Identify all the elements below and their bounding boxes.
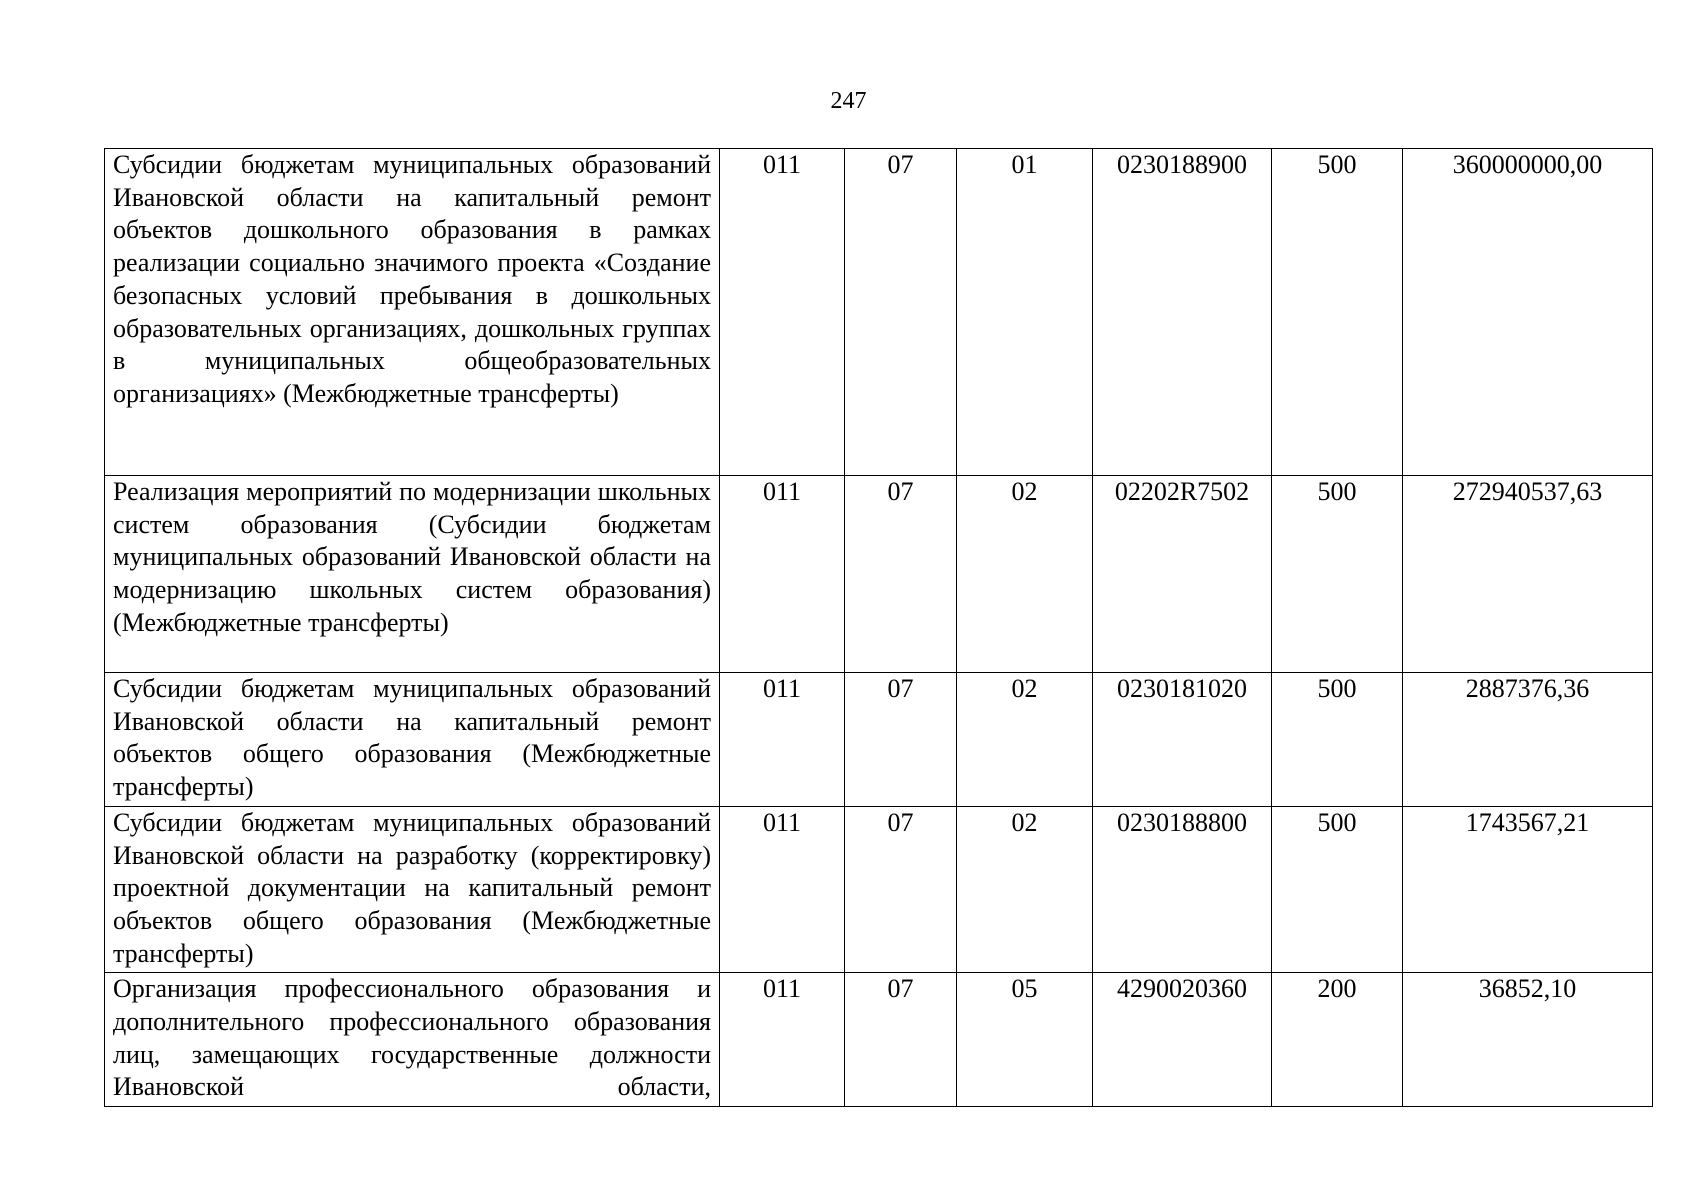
amount: 360000000,00	[1403, 149, 1653, 476]
table-row	[105, 806, 1653, 973]
expense-type-code: 500	[1272, 673, 1403, 807]
table-row	[105, 973, 1653, 1107]
expense-type-code: 200	[1272, 973, 1403, 1107]
table-row	[105, 673, 1653, 807]
expense-type-code: 500	[1272, 806, 1403, 973]
target-article-code: 02202R7502	[1093, 476, 1272, 673]
section-code: 07	[845, 149, 957, 476]
ministry-code: 011	[720, 149, 845, 476]
row-description: Субсидии бюджетам муниципальных образований Ивановской области на капитальный ремонт объектов общего образования (Межбюджетные трансферты)	[105, 673, 720, 807]
target-article-code: 0230188900	[1093, 149, 1272, 476]
section-code: 07	[845, 673, 957, 807]
expense-type-code: 500	[1272, 476, 1403, 673]
row-description: Реализация мероприятий по модернизации школьных систем образования (Субсидии бюджетам муниципальных образований Ивановской области на модернизацию школьных систем образования) (Межбюджетные трансферты)	[105, 476, 720, 673]
row-description: Субсидии бюджетам муниципальных образований Ивановской области на разработку (корректировку) проектной документации на капитальный ремонт объектов общего образования (Межбюджетные трансферты)	[105, 806, 720, 973]
target-article-code: 0230188800	[1093, 806, 1272, 973]
table-row	[105, 476, 1653, 673]
amount: 2887376,36	[1403, 673, 1653, 807]
ministry-code: 011	[720, 806, 845, 973]
ministry-code: 011	[720, 673, 845, 807]
section-code: 07	[845, 973, 957, 1107]
page-number: 247	[830, 88, 867, 114]
subsection-code: 02	[957, 476, 1093, 673]
budget-table	[104, 148, 1653, 1107]
ministry-code: 011	[720, 476, 845, 673]
ministry-code: 011	[720, 973, 845, 1107]
section-code: 07	[845, 806, 957, 973]
subsection-code: 02	[957, 673, 1093, 807]
subsection-code: 05	[957, 973, 1093, 1107]
target-article-code: 0230181020	[1093, 673, 1272, 807]
subsection-code: 02	[957, 806, 1093, 973]
amount: 36852,10	[1403, 973, 1653, 1107]
amount: 272940537,63	[1403, 476, 1653, 673]
expense-type-code: 500	[1272, 149, 1403, 476]
amount: 1743567,21	[1403, 806, 1653, 973]
row-description: Организация профессионального образования и дополнительного профессионального образования лиц, замещающих государственные должности Ивановской области,	[105, 973, 720, 1107]
subsection-code: 01	[957, 149, 1093, 476]
target-article-code: 4290020360	[1093, 973, 1272, 1107]
section-code: 07	[845, 476, 957, 673]
table-row	[105, 149, 1653, 476]
row-description: Субсидии бюджетам муниципальных образований Ивановской области на капитальный ремонт объектов дошкольного образования в рамках реализации социально значимого проекта «Создание безопасных условий пребывания в дошкольных образовательных организациях, дошкольных группах в муниципальных общеобразовательных организациях» (Межбюджетные трансферты)	[105, 149, 720, 476]
